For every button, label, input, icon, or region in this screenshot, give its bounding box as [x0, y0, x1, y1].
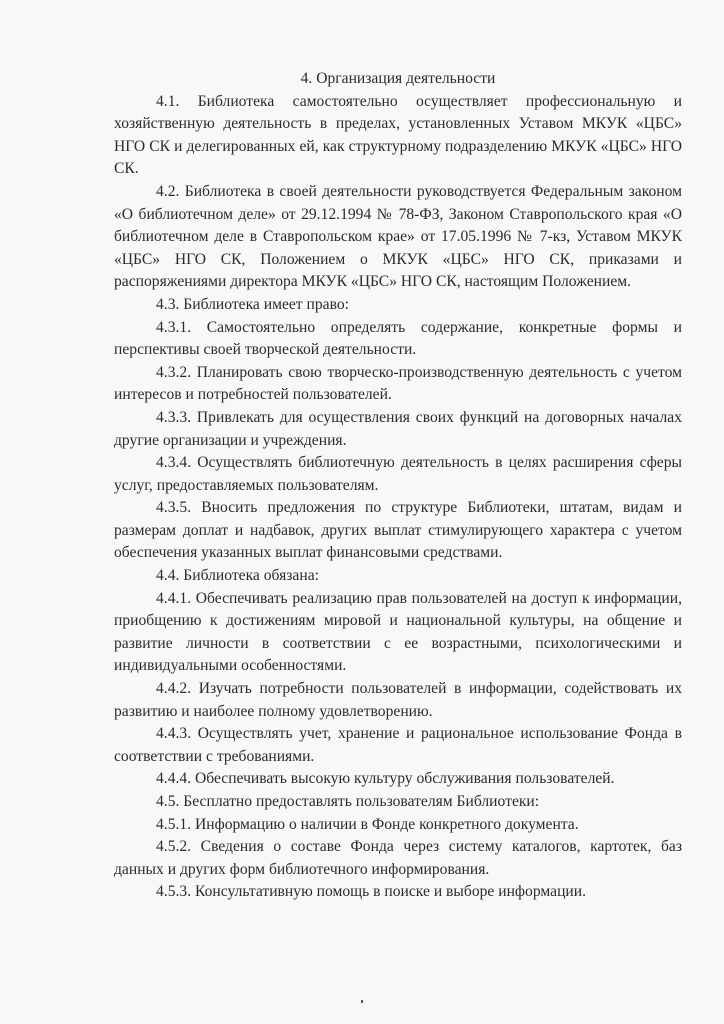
section-title: 4. Организация деятельности — [300, 70, 496, 87]
paragraph-4-5-2: 4.5.2. Сведения о составе Фонда через систему каталогов, картотек, баз данных и других форм библиотечного информирования. — [114, 838, 682, 878]
scan-speck — [361, 1000, 363, 1003]
paragraph-4-3-2: 4.3.2. Планировать свою творческо-производственную деятельность с учетом интересов и потребностей пользователей. — [114, 363, 682, 404]
paragraph-4-5-3: 4.5.3. Консультативную помощь в поиске и выборе информации. — [156, 883, 587, 901]
paragraph-4-5-1: 4.5.1. Информацию о наличии в Фонде конкретного документа. — [156, 815, 579, 833]
paragraph-4-4-3: 4.4.3. Осуществлять учет, хранение и рациональное использование Фонда в соответствии с требованиями. — [114, 725, 682, 765]
paragraph-4-3-1: 4.3.1. Самостоятельно определять содержание, конкретные формы и перспективы своей творческой деятельности. — [114, 318, 682, 359]
paragraph-4-5: 4.5. Бесплатно предоставлять пользователям Библиотеки: — [156, 793, 540, 810]
paragraph-4-3-3: 4.3.3. Привлекать для осуществления своих функций на договорных началах другие организации и учреждения. — [114, 408, 682, 449]
paragraph-4-4-2: 4.4.2. Изучать потребности пользователей в информации, содействовать их развитию и наиболее полному удовлетворению. — [114, 680, 682, 720]
paragraph-4-3: 4.3. Библиотека имеет право: — [156, 295, 349, 313]
paragraph-4-2: 4.2. Библиотека в своей деятельности руководствуется Федеральным законом «О библиотечном деле» от 29.12.1994 № 78-ФЗ, Законом Ставропольского края «О библиотечном деле в Ставропольском крае» от 17.05.1996 № 7-кз, Уставом МКУК «ЦБС» НГО СК, Положением о МКУК «ЦБС» НГО СК, приказами и распоряжениями директора МКУК «ЦБС» НГО СК, настоящим Положением. — [114, 182, 682, 291]
paragraph-4-4-1: 4.4.1. Обеспечивать реализацию прав пользователей на доступ к информации, приобщению к достижениям мировой и национальной культуры, на общение и развитие личности в соответствии с ее возрастными, психологическими и индивидуальными особенностями. — [114, 589, 682, 675]
paragraph-4-4: 4.4. Библиотека обязана: — [156, 567, 319, 585]
paragraph-4-4-4: 4.4.4. Обеспечивать высокую культуру обслуживания пользователей. — [156, 770, 615, 788]
document-body — [114, 68, 682, 904]
paragraph-4-3-5: 4.3.5. Вносить предложения по структуре Библиотеки, штатам, видам и размерам доплат и надбавок, других выплат стимулирующего характера с учетом обеспечения указанных выплат финансовыми средствами. — [114, 499, 682, 562]
paragraph-4-1: 4.1. Библиотека самостоятельно осуществляет профессиональную и хозяйственную деятельность в пределах, установленных Уставом МКУК «ЦБС» НГО СК и делегированных ей, как структурному подразделению МКУК «ЦБС» НГО СК. — [114, 92, 682, 178]
paragraph-4-3-4: 4.3.4. Осуществлять библиотечную деятельность в целях расширения сферы услуг, предоставляемых пользователям. — [114, 454, 682, 494]
